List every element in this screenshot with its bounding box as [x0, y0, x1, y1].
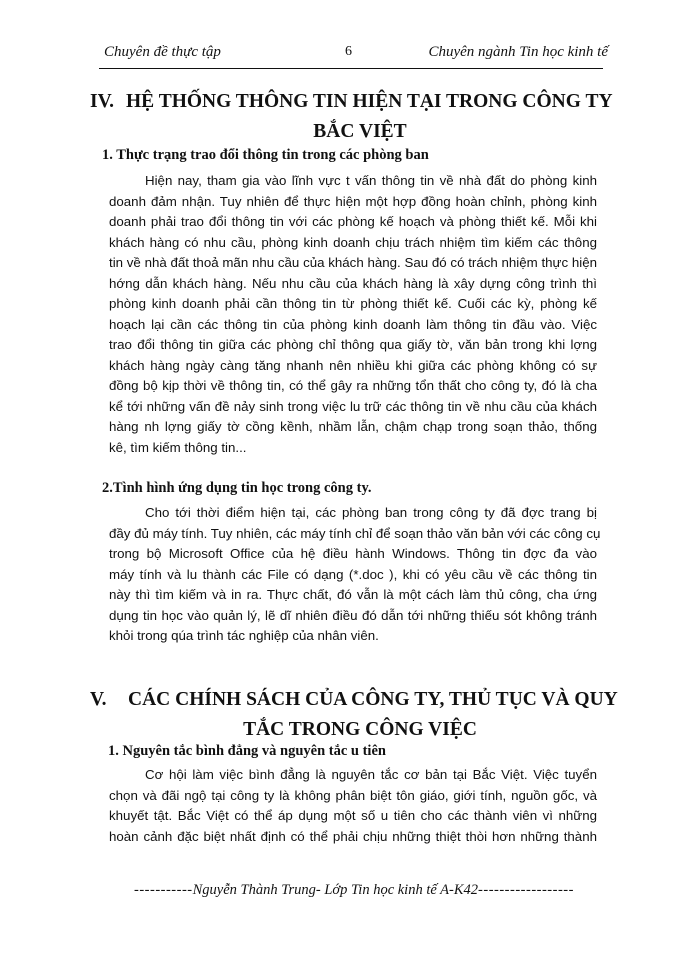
section-iv-title-line1: HỆ THỐNG THÔNG TIN HIỆN TẠI TRONG CÔNG TY — [126, 91, 613, 112]
paragraph-line: khách hàng ngày càng tăng nhanh nên nhiều khi giữa các phòng không có sự — [109, 357, 597, 373]
footer-dashes-left: ----------- — [134, 882, 193, 898]
paragraph-line: khách hàng có nhu cầu, phòng kinh doanh chịu trách nhiệm tìm kiếm các thông — [109, 234, 597, 250]
section-v-subsection-1-paragraph — [109, 765, 597, 847]
paragraph-line: đồng bộ kịp thời về thông tin, có thể gây ra những tổn thất cho công ty, đó là cha — [109, 378, 597, 393]
page-header — [104, 44, 608, 66]
paragraph-line: hớng dẫn khách hàng. Nếu nhu cầu của khách hàng là xây dựng công trình thì — [109, 275, 597, 291]
section-v-number: V. — [90, 689, 107, 710]
section-v-subsection-1-heading: 1. Nguyên tắc bình đẳng và nguyên tắc u tiên — [108, 743, 386, 759]
paragraph-line: đầy đủ máy tính. Tuy nhiên, các máy tính chỉ để soạn thảo văn bản với các công cụ — [109, 525, 601, 541]
paragraph-line: Hiện nay, tham gia vào lĩnh vực t vấn thông tin về nhà đất do phòng kinh — [145, 173, 597, 188]
paragraph-line: Cho tới thời điểm hiện tại, các phòng ban trong công ty đã đợc trang bị — [145, 505, 597, 520]
section-iv-title-line2: BẮC VIỆT — [313, 121, 407, 142]
footer-author: Nguyễn Thành Trung- Lớp Tin học kinh tế A-K42 — [192, 882, 479, 898]
paragraph-line: doanh phải trao đổi thông tin với các phòng kế hoạch và phòng thiết kế. Mỗi khi — [109, 214, 597, 229]
paragraph-line: dụng tin học vào quản lý, lẽ dĩ nhiên điều đó dẫn tới những thiếu sót không tránh — [109, 607, 597, 623]
page-number: 6 — [345, 44, 352, 59]
page-footer — [134, 882, 574, 899]
header-left-title: Chuyên đề thực tập — [104, 44, 221, 60]
paragraph-line: này thì tìm kiếm và in ra. Thực chất, đó vẫn là một cách làm thủ công, cha ứng — [109, 587, 597, 602]
paragraph-line: trao đổi thông tin giữa các phòng chỉ thông qua giấy tờ, văn bản trong khi lợng — [109, 337, 597, 352]
paragraph-line: doanh đảm nhận. Tuy nhiên để thực hiện một hợp đồng hoàn chỉnh, phòng kinh — [109, 193, 597, 209]
paragraph-line: khuyết tật. Bắc Việt có thể áp dụng một số u tiên cho các thành viên vì những — [109, 808, 597, 823]
paragraph-line: chọn và đãi ngộ tại công ty là không phân biệt tôn giáo, giới tính, nguồn gốc, và — [109, 787, 597, 803]
header-divider — [99, 68, 603, 69]
paragraph-line: hoạch lại cần các thông tin của phòng kinh doanh làm thông tin đầu vào. Việc — [109, 316, 597, 332]
header-right-title: Chuyên ngành Tin học kinh tế — [428, 44, 608, 60]
paragraph-line: hoàn cảnh đặc biệt nhất định có thể phải chịu những thiệt thòi hơn những thành — [109, 828, 597, 844]
subsection-2-heading: 2.Tình hình ứng dụng tin học trong công ty. — [102, 480, 372, 496]
subsection-2-paragraph — [109, 503, 601, 647]
paragraph-line: trong bộ Microsoft Office của hệ điều hành Windows. Thông tin đợc đa vào — [109, 546, 597, 561]
footer-dashes-right: ------------------ — [478, 882, 574, 898]
subsection-1-heading: 1. Thực trạng trao đổi thông tin trong các phòng ban — [102, 147, 429, 163]
paragraph-line: kể tới những vấn đề nảy sinh trong việc lu trữ các thông tin về nhu cầu của khách — [109, 398, 597, 414]
section-v-title-line2: TẮC TRONG CÔNG VIỆC — [243, 719, 477, 740]
paragraph-line: khỏi trong qúa trình tác nghiệp của nhân viên. — [109, 628, 379, 643]
paragraph-line: hàng nh lợng giấy tờ cồng kềnh, nhầm lẫn, chậm chạp trong soạn thảo, thống — [109, 419, 597, 434]
paragraph-line: kê, tìm kiếm thông tin... — [109, 439, 247, 455]
subsection-1-paragraph — [109, 171, 597, 458]
paragraph-line: máy tính và lu thành các File có dạng (*.doc ), khi có yêu cầu về các thông tin — [109, 566, 597, 582]
paragraph-line: Cơ hội làm việc bình đẳng là nguyên tắc cơ bản tại Bắc Việt. Việc tuyển — [145, 767, 597, 782]
section-v-title-line1: CÁC CHÍNH SÁCH CỦA CÔNG TY, THỦ TỤC VÀ QUY — [128, 689, 618, 710]
section-iv-number: IV. — [90, 91, 115, 112]
paragraph-line: tin về nhà đất thoả mãn nhu cầu của khách hàng. Sau đó có trách nhiệm thực hiện — [109, 255, 597, 270]
paragraph-line: phòng kinh doanh phải cần thông tin từ phòng thiết kế. Cuối các kỳ, phòng kế — [109, 296, 597, 311]
